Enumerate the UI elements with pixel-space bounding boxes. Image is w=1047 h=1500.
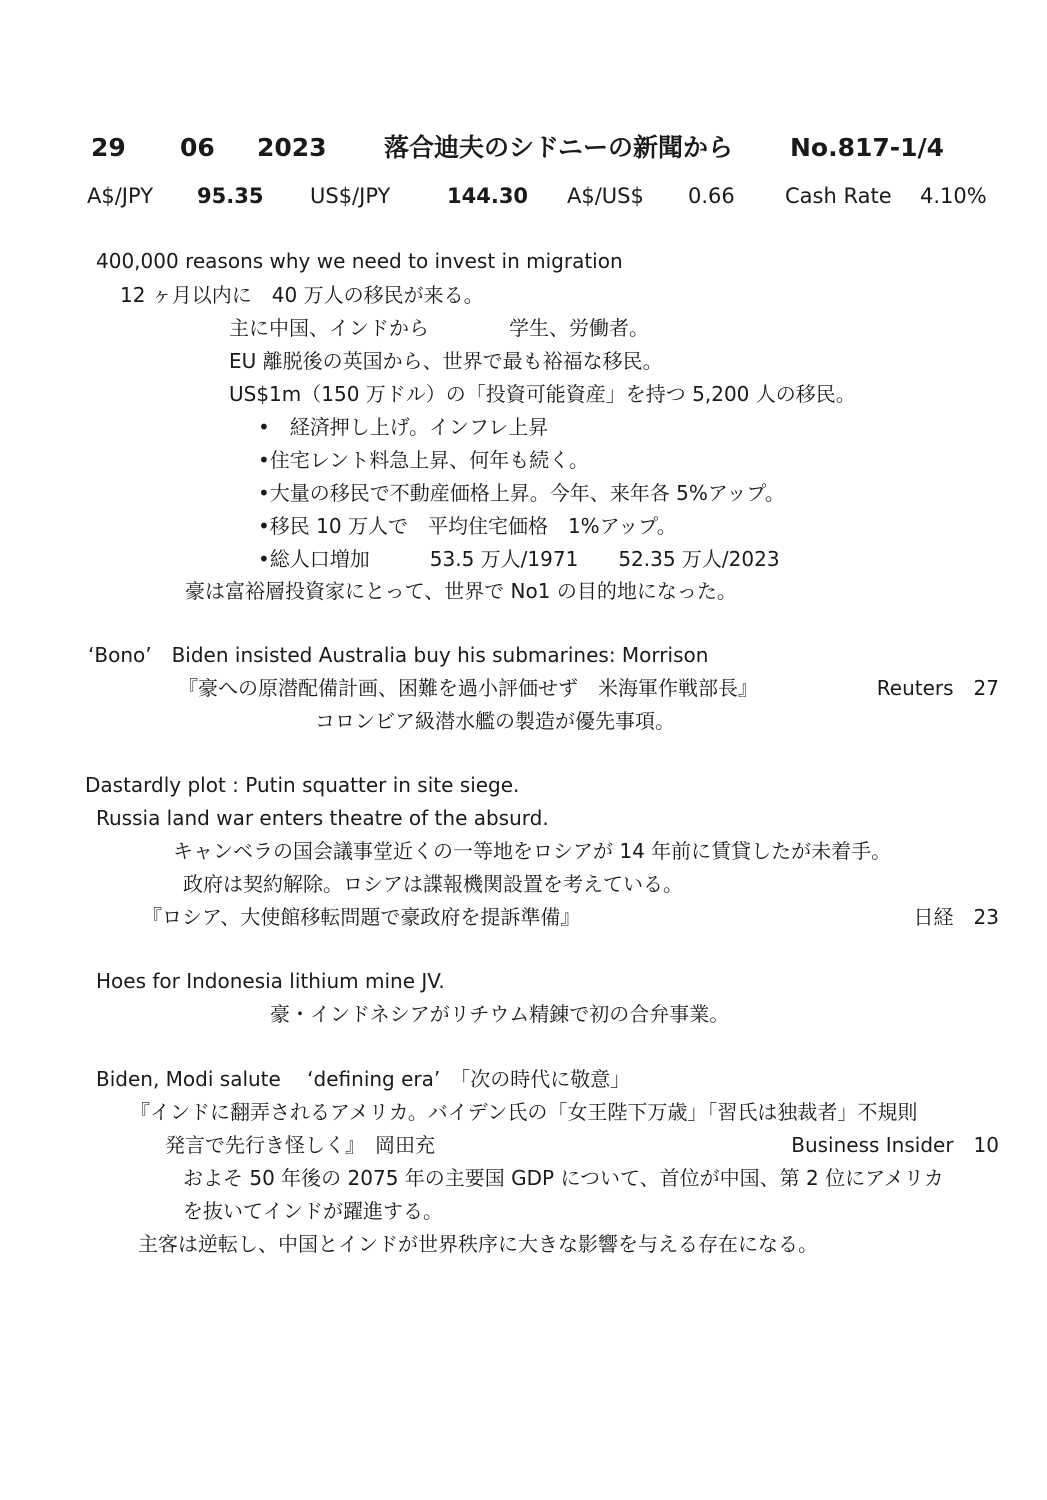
article5-line: 主客は逆転し、中国とインドが世界秩序に大きな影響を与える存在になる。 bbox=[138, 1232, 818, 1256]
usd-jpy-label: US$/JPY bbox=[310, 184, 391, 208]
article5-headline: Biden, Modi salute ‘defining era’ 「次の時代に敬意」 bbox=[96, 1067, 631, 1091]
header-day: 29 bbox=[91, 133, 126, 162]
header-title: 落合迪夫のシドニーの新聞から bbox=[384, 133, 734, 162]
cash-rate-label: Cash Rate bbox=[785, 184, 892, 208]
article3-subhead: Russia land war enters theatre of the absurd. bbox=[96, 806, 549, 830]
aud-jpy-value: 95.35 bbox=[197, 184, 264, 208]
header-year: 2023 bbox=[257, 133, 327, 162]
cash-rate-value: 4.10% bbox=[920, 184, 987, 208]
article4-line: 豪・インドネシアがリチウム精錬で初の合弁事業。 bbox=[270, 1002, 730, 1026]
article5-line: 発言で先行き怪しく』 岡田充 bbox=[165, 1133, 435, 1157]
article2-line: コロンビア級潜水艦の製造が優先事項。 bbox=[315, 709, 675, 733]
article2-line: 『豪への原潜配備計画、困難を過小評価せず 米海軍作戦部長』 bbox=[178, 676, 758, 700]
article1-bullet: • 経済押し上げ。インフレ上昇 bbox=[258, 415, 549, 439]
article1-headline: 400,000 reasons why we need to invest in migration bbox=[96, 249, 623, 273]
article1-line: US$1m（150 万ドル）の「投資可能資産」を持つ 5,200 人の移民。 bbox=[229, 382, 856, 406]
article5-source: Business Insider 10 bbox=[791, 1133, 999, 1157]
article3-line: 『ロシア、大使館移転問題で豪政府を提訴準備』 bbox=[142, 905, 581, 929]
article1-bullet: •大量の移民で不動産価格上昇。今年、来年各 5%アップ。 bbox=[258, 481, 785, 505]
article5-line: を抜いてインドが躍進する。 bbox=[183, 1199, 443, 1223]
article3-headline: Dastardly plot : Putin squatter in site siege. bbox=[85, 773, 520, 797]
article4-headline: Hoes for Indonesia lithium mine JV. bbox=[96, 969, 445, 993]
article2-source: Reuters 27 bbox=[876, 676, 999, 700]
article1-line: EU 離脱後の英国から、世界で最も裕福な移民。 bbox=[229, 349, 663, 373]
article1-bullet: •住宅レント料急上昇、何年も続く。 bbox=[258, 448, 589, 472]
article1-line: 主に中国、インドから 学生、労働者。 bbox=[229, 316, 649, 340]
article5-line: 『インドに翻弄されるアメリカ。バイデン氏の「女王陛下万歳」「習氏は独裁者」不規則 bbox=[130, 1100, 918, 1124]
aud-jpy-label: A$/JPY bbox=[87, 184, 154, 208]
article3-line: 政府は契約解除。ロシアは諜報機関設置を考えている。 bbox=[183, 872, 683, 896]
article3-line: キャンベラの国会議事堂近くの一等地をロシアが 14 年前に賃貸したが未着手。 bbox=[173, 839, 892, 863]
aud-usd-value: 0.66 bbox=[688, 184, 735, 208]
usd-jpy-value: 144.30 bbox=[447, 184, 529, 208]
article5-line: およそ 50 年後の 2075 年の主要国 GDP について、首位が中国、第 2 位にアメリカ bbox=[183, 1166, 944, 1190]
article1-bullet: •移民 10 万人で 平均住宅価格 1%アップ。 bbox=[258, 514, 677, 538]
article3-source: 日経 23 bbox=[913, 905, 999, 929]
header-month: 06 bbox=[180, 133, 215, 162]
article1-bullet: •総人口増加 53.5 万人/1971 52.35 万人/2023 bbox=[258, 547, 780, 571]
article2-headline: ‘Bono’ Biden insisted Australia buy his submarines: Morrison bbox=[88, 643, 709, 667]
header-issue: No.817-1/4 bbox=[790, 133, 945, 162]
article1-line: 12 ヶ月以内に 40 万人の移民が来る。 bbox=[120, 283, 484, 307]
aud-usd-label: A$/US$ bbox=[567, 184, 644, 208]
article1-line: 豪は富裕層投資家にとって、世界で No1 の目的地になった。 bbox=[185, 579, 737, 603]
